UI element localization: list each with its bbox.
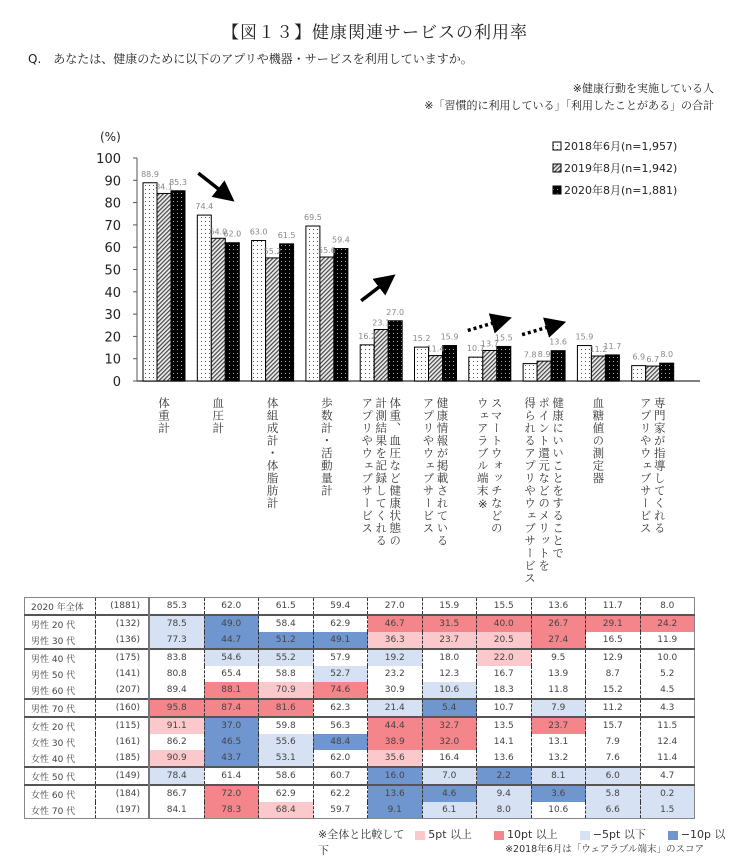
- x-tick-label: 健康情報が掲載されている アプリやウェブサービス: [421, 397, 450, 547]
- x-tick-label: 健康にいいことをすることで ポイント還元などのメリットを 得られるアプリやウェブサービス: [523, 397, 566, 585]
- table-cell: 7.0: [422, 767, 477, 785]
- table-cell: 32.7: [422, 717, 477, 734]
- table-row: [25, 699, 695, 717]
- table-row: [25, 615, 695, 632]
- legend-swatch: [668, 831, 678, 840]
- row-sample-size: (149): [96, 767, 150, 785]
- table-cell: 16.4: [422, 750, 477, 767]
- table-cell: 40.0: [477, 615, 532, 632]
- table-cell: 58.6: [259, 767, 314, 785]
- bar-value-label: 15.9: [575, 332, 594, 342]
- table-cell: 70.9: [259, 682, 314, 699]
- y-tick-label: 30: [104, 308, 121, 324]
- row-label: 男性 70 代: [25, 699, 96, 717]
- table-row: [25, 767, 695, 785]
- bar: [483, 350, 497, 381]
- table-footnote: ※2018年6月は「ウェアラブル端末」のスコア: [505, 844, 704, 855]
- table-cell: 51.2: [259, 632, 314, 649]
- table-cell: 16.5: [586, 632, 641, 649]
- bar-value-label: 11.7: [603, 341, 622, 351]
- table-cell: 13.6: [477, 750, 532, 767]
- bar-value-label: 88.9: [141, 169, 159, 179]
- row-label: 男性 30 代: [25, 632, 96, 649]
- table-cell: 49.0: [204, 615, 259, 632]
- bar-value-label: 6.7: [646, 355, 660, 365]
- y-tick-label: 100: [96, 152, 121, 167]
- table-cell: 38.9: [368, 734, 423, 750]
- table-row: [25, 750, 695, 767]
- row-sample-size: (197): [96, 802, 150, 819]
- table-cell: 6.6: [586, 802, 641, 819]
- table-row: [25, 598, 695, 616]
- table-cell: 6.0: [586, 767, 641, 785]
- bar-value-label: 64.0: [209, 227, 228, 237]
- table-cell: 19.2: [368, 649, 423, 666]
- legend-label: 2019年8月(n=1,942): [564, 162, 678, 175]
- bar: [360, 345, 374, 381]
- table-cell: 46.7: [368, 615, 423, 632]
- table-row: [25, 649, 695, 666]
- row-sample-size: (136): [96, 632, 150, 649]
- bar-value-label: 55.6: [317, 246, 336, 256]
- bar-value-label: 13.6: [549, 337, 568, 347]
- table-cell: 13.5: [477, 717, 532, 734]
- table-cell: 31.5: [422, 615, 477, 632]
- table-cell: 89.4: [149, 682, 204, 699]
- row-label: 男性 40 代: [25, 649, 96, 666]
- x-tick-label: 専門家が指導してくれる アプリやウェブサービス: [638, 397, 667, 535]
- table-cell: 61.4: [204, 767, 259, 785]
- bar: [320, 257, 334, 381]
- table-cell: 83.8: [149, 649, 204, 666]
- table-cell: 15.5: [477, 598, 532, 616]
- table-cell: 49.1: [313, 632, 368, 649]
- table-cell: 78.5: [149, 615, 204, 632]
- table-cell: 44.7: [204, 632, 259, 649]
- bar: [605, 355, 619, 381]
- table-cell: 62.9: [259, 785, 314, 802]
- table-cell: 62.0: [204, 598, 259, 616]
- table-cell: 55.2: [259, 649, 314, 666]
- table-cell: 18.3: [477, 682, 532, 699]
- bar: [632, 366, 646, 381]
- table-row: [25, 802, 695, 819]
- figure-title: 【図１３】健康関連サービスの利用率: [222, 23, 528, 43]
- table-cell: 23.7: [422, 632, 477, 649]
- bar: [280, 244, 294, 381]
- table-cell: 58.8: [259, 666, 314, 682]
- table-cell: 13.6: [531, 598, 586, 616]
- table-cell: 3.6: [531, 785, 586, 802]
- table-cell: 90.9: [149, 750, 204, 767]
- table-cell: 20.5: [477, 632, 532, 649]
- legend-label: 10pt 以上: [507, 828, 558, 841]
- table-cell: 9.4: [477, 785, 532, 802]
- table-cell: 55.6: [259, 734, 314, 750]
- y-axis-unit: (%): [100, 130, 121, 144]
- table-cell: 43.7: [204, 750, 259, 767]
- table-cell: 11.2: [586, 699, 641, 717]
- table-cell: 37.0: [204, 717, 259, 734]
- table-cell: 11.4: [640, 750, 695, 767]
- x-tick-label: 血圧計: [211, 397, 226, 435]
- legend-swatch: [553, 142, 561, 150]
- row-label: 男性 50 代: [25, 666, 96, 682]
- y-tick-label: 0: [112, 375, 121, 390]
- table-row: [25, 785, 695, 802]
- table-cell: 16.7: [477, 666, 532, 682]
- table-cell: 12.4: [640, 734, 695, 750]
- table-cell: 87.4: [204, 699, 259, 717]
- bar: [646, 366, 660, 381]
- segment-table: [24, 597, 695, 819]
- table-cell: 10.6: [422, 682, 477, 699]
- table-cell: 18.0: [422, 649, 477, 666]
- table-cell: 91.1: [149, 717, 204, 734]
- bar: [388, 321, 402, 381]
- bar: [334, 249, 348, 381]
- x-tick-label: 体組成計・体脂肪計: [265, 397, 280, 510]
- table-cell: 4.7: [640, 767, 695, 785]
- table-cell: 26.7: [531, 615, 586, 632]
- table-cell: 30.9: [368, 682, 423, 699]
- table-row: [25, 666, 695, 682]
- table-cell: 10.6: [531, 802, 586, 819]
- table-cell: 60.7: [313, 767, 368, 785]
- table-cell: 11.5: [640, 717, 695, 734]
- bar-value-label: 6.9: [632, 352, 646, 362]
- y-tick-label: 80: [104, 196, 121, 212]
- bar-value-label: 11.4: [426, 344, 445, 354]
- table-cell: 13.1: [531, 734, 586, 750]
- bar-value-label: 11.2: [589, 345, 608, 355]
- bar-value-label: 16.2: [358, 331, 377, 341]
- row-label: 女性 60 代: [25, 785, 96, 802]
- bar-value-label: 23.1: [372, 318, 391, 328]
- bar: [266, 258, 280, 381]
- table-cell: 9.1: [368, 802, 423, 819]
- bar-value-label: 27.0: [386, 307, 405, 317]
- table-cell: 46.5: [204, 734, 259, 750]
- bar-value-label: 15.5: [494, 333, 513, 343]
- bar-value-label: 84.1: [155, 182, 173, 192]
- table-cell: 88.1: [204, 682, 259, 699]
- row-label: 女性 70 代: [25, 802, 96, 819]
- table-cell: 0.2: [640, 785, 695, 802]
- bar: [171, 191, 185, 381]
- y-tick-label: 50: [104, 263, 121, 279]
- bar-value-label: 7.8: [523, 350, 537, 360]
- bar: [211, 238, 225, 381]
- bar-value-label: 69.5: [303, 213, 322, 223]
- x-tick-label: 体重計: [157, 397, 171, 435]
- bar-value-label: 13.7: [480, 339, 499, 349]
- table-cell: 13.6: [368, 785, 423, 802]
- y-tick-label: 90: [104, 174, 121, 190]
- table-cell: 59.4: [313, 598, 368, 616]
- arrow-up-icon: [361, 281, 387, 301]
- bar-value-label: 8.0: [660, 350, 674, 360]
- legend-swatch: [580, 831, 590, 840]
- table-cell: 65.4: [204, 666, 259, 682]
- legend-label: 5pt 以上: [428, 828, 473, 841]
- row-sample-size: (1881): [96, 598, 150, 616]
- legend-swatch: [553, 164, 561, 172]
- bar: [157, 193, 171, 381]
- bar-value-label: 85.3: [169, 177, 187, 187]
- x-tick-label: 歩数計・活動量計: [319, 397, 334, 497]
- table-cell: 11.9: [640, 632, 695, 649]
- table-cell: 36.3: [368, 632, 423, 649]
- table-cell: 23.7: [531, 717, 586, 734]
- note-definition: ※「習慣的に利用している」「利用したことがある」の合計: [424, 99, 714, 112]
- legend-swatch: [415, 831, 425, 840]
- table-cell: 4.3: [640, 699, 695, 717]
- legend-swatch: [494, 831, 504, 840]
- table-cell: 7.6: [586, 750, 641, 767]
- table-cell: 59.8: [259, 717, 314, 734]
- bar-value-label: 59.4: [331, 235, 350, 245]
- bar: [374, 329, 388, 381]
- row-label: 女性 30 代: [25, 734, 96, 750]
- table-cell: 13.2: [531, 750, 586, 767]
- row-label: 女性 20 代: [25, 717, 96, 734]
- table-row: [25, 632, 695, 649]
- table-cell: 27.4: [531, 632, 586, 649]
- table-cell: 77.3: [149, 632, 204, 649]
- bar: [660, 363, 674, 381]
- table-cell: 22.0: [477, 649, 532, 666]
- table-cell: 74.6: [313, 682, 368, 699]
- bar: [591, 356, 605, 381]
- row-sample-size: (115): [96, 717, 150, 734]
- table-cell: 59.7: [313, 802, 368, 819]
- bar: [551, 351, 565, 381]
- survey-question: Q. あなたは、健康のために以下のアプリや機器・サービスを利用していますか。: [28, 52, 473, 66]
- table-cell: 4.6: [422, 785, 477, 802]
- y-tick-label: 40: [104, 285, 121, 301]
- table-cell: 14.1: [477, 734, 532, 750]
- row-sample-size: (141): [96, 666, 150, 682]
- row-sample-size: (160): [96, 699, 150, 717]
- table-cell: 8.0: [640, 598, 695, 616]
- table-cell: 5.2: [640, 666, 695, 682]
- table-cell: 62.0: [313, 750, 368, 767]
- y-tick-label: 10: [104, 352, 121, 368]
- row-label: 男性 60 代: [25, 682, 96, 699]
- table-cell: 7.9: [586, 734, 641, 750]
- arrow-up-icon: [468, 320, 502, 330]
- legend-label: 2018年6月(n=1,957): [564, 140, 678, 153]
- bar: [143, 183, 157, 381]
- table-cell: 16.0: [368, 767, 423, 785]
- table-cell: 15.9: [422, 598, 477, 616]
- table-row: [25, 734, 695, 750]
- table-cell: 78.3: [204, 802, 259, 819]
- table-cell: 62.2: [313, 785, 368, 802]
- table-cell: 15.7: [586, 717, 641, 734]
- table-cell: 72.0: [204, 785, 259, 802]
- table-cell: 5.8: [586, 785, 641, 802]
- bar: [469, 357, 483, 381]
- table-cell: 11.8: [531, 682, 586, 699]
- y-tick-label: 70: [104, 218, 121, 234]
- table-cell: 80.8: [149, 666, 204, 682]
- row-label: 女性 40 代: [25, 750, 96, 767]
- table-cell: 15.2: [586, 682, 641, 699]
- table-cell: 48.4: [313, 734, 368, 750]
- table-cell: 35.6: [368, 750, 423, 767]
- table-cell: 5.4: [422, 699, 477, 717]
- table-cell: 10.7: [477, 699, 532, 717]
- table-cell: 27.0: [368, 598, 423, 616]
- table-cell: 44.4: [368, 717, 423, 734]
- table-cell: 58.4: [259, 615, 314, 632]
- bar: [443, 346, 457, 381]
- bar: [497, 346, 511, 381]
- table-cell: 4.5: [640, 682, 695, 699]
- table-cell: 62.9: [313, 615, 368, 632]
- x-tick-label: スマートウォッチなどの ウェアラブル端末※: [475, 397, 504, 535]
- y-tick-label: 60: [104, 241, 121, 257]
- legend-swatch: [553, 186, 561, 194]
- x-tick-label: 体重、血圧など健康状態の 計測結果を記録してくれる アプリやウェブサービス: [360, 397, 403, 547]
- row-sample-size: (185): [96, 750, 150, 767]
- bar-value-label: 55.2: [263, 246, 282, 256]
- bar: [429, 356, 443, 381]
- table-cell: 2.2: [477, 767, 532, 785]
- table-cell: 6.1: [422, 802, 477, 819]
- table-cell: 78.4: [149, 767, 204, 785]
- table-cell: 52.7: [313, 666, 368, 682]
- table-cell: 8.1: [531, 767, 586, 785]
- note-target-population: ※健康行動を実施している人: [572, 82, 714, 95]
- table-cell: 12.3: [422, 666, 477, 682]
- table-cell: 84.1: [149, 802, 204, 819]
- table-row: [25, 682, 695, 699]
- table-cell: 61.5: [259, 598, 314, 616]
- bar: [252, 241, 266, 381]
- legend-label: −5pt 以下: [592, 828, 646, 841]
- table-cell: 81.6: [259, 699, 314, 717]
- bar: [523, 364, 537, 381]
- bar-value-label: 15.2: [412, 334, 431, 344]
- bar: [197, 215, 211, 381]
- bar-value-label: 61.5: [277, 230, 296, 240]
- bar-value-label: 74.4: [195, 202, 214, 212]
- row-sample-size: (184): [96, 785, 150, 802]
- bar-value-label: 8.9: [537, 350, 551, 360]
- row-sample-size: (132): [96, 615, 150, 632]
- table-row: [25, 717, 695, 734]
- table-cell: 95.8: [149, 699, 204, 717]
- table-cell: 21.4: [368, 699, 423, 717]
- bar-value-label: 15.9: [440, 332, 459, 342]
- table-cell: 7.9: [531, 699, 586, 717]
- table-cell: 29.1: [586, 615, 641, 632]
- row-sample-size: (161): [96, 734, 150, 750]
- row-sample-size: (175): [96, 649, 150, 666]
- table-cell: 53.1: [259, 750, 314, 767]
- bar-value-label: 62.0: [223, 229, 242, 239]
- table-cell: 9.5: [531, 649, 586, 666]
- arrow-up-icon: [522, 325, 556, 335]
- table-cell: 1.5: [640, 802, 695, 819]
- table-cell: 23.2: [368, 666, 423, 682]
- table-cell: 10.0: [640, 649, 695, 666]
- table-cell: 62.3: [313, 699, 368, 717]
- table-cell: 32.0: [422, 734, 477, 750]
- y-tick-label: 20: [104, 330, 121, 346]
- bar-chart: [0, 0, 750, 395]
- table-cell: 54.6: [204, 649, 259, 666]
- table-cell: 11.7: [586, 598, 641, 616]
- table-cell: 85.3: [149, 598, 204, 616]
- table-cell: 56.3: [313, 717, 368, 734]
- chart-legend: [553, 139, 677, 197]
- bar-value-label: 63.0: [249, 227, 268, 237]
- table-cell: 86.2: [149, 734, 204, 750]
- table-cell: 12.9: [586, 649, 641, 666]
- table-cell: 13.9: [531, 666, 586, 682]
- legend-label: −10p 以下: [318, 828, 726, 857]
- table-cell: 8.7: [586, 666, 641, 682]
- table-cell: 8.0: [477, 802, 532, 819]
- row-label: 男性 20 代: [25, 615, 96, 632]
- bar: [225, 243, 239, 381]
- row-sample-size: (207): [96, 682, 150, 699]
- table-cell: 86.7: [149, 785, 204, 802]
- legend-prefix: ※全体と比較して: [318, 828, 416, 841]
- row-label: 2020 年全体: [25, 598, 96, 616]
- x-tick-label: 血糖値の測定器: [591, 397, 606, 485]
- row-label: 女性 50 代: [25, 767, 96, 785]
- table-cell: 68.4: [259, 802, 314, 819]
- table-cell: 57.9: [313, 649, 368, 666]
- table-cell: 24.2: [640, 615, 695, 632]
- legend-label: 2020年8月(n=1,881): [564, 184, 678, 197]
- bar-value-label: 10.7: [466, 344, 485, 354]
- arrow-down-icon: [198, 173, 226, 195]
- bar: [537, 361, 551, 381]
